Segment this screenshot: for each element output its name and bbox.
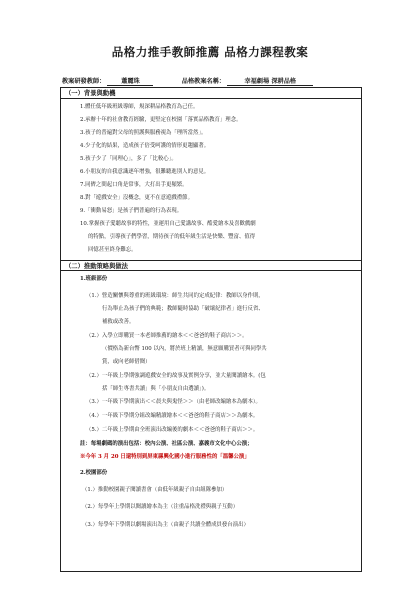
strategy-line: （4.）一年級下學期分組改編精讀繪本＜＜爸爸的鞋子商店＞＞為劇本。 <box>86 413 259 419</box>
plan-name-label: 品格教案名稱： <box>181 78 226 85</box>
strategy-line: 賞，或向老師借閱） <box>102 359 151 365</box>
background-item-cont: 回憶甚至終身難忘。 <box>88 247 137 253</box>
strategy-line: 補救或改善。 <box>102 319 135 325</box>
background-item: 7.同儕之間起口角是常事，大打出手更頻繁。 <box>80 182 188 188</box>
strategy-line: （2.）一年級上學期強調遊戲安全的故事及實例分享，並大量閱讀繪本。(包 <box>86 373 266 379</box>
background-item: 6.小朋友的自我意識逐年增強，很難聽進別人的意見。 <box>80 169 210 175</box>
background-item: 5.孩子少了「同理心」，多了「比較心」。 <box>80 156 177 162</box>
special-performance-note: ※今年 3 月 20 日還特別到屏東縣興化國小進行服務性的「溫馨公演」 <box>80 454 250 460</box>
background-item-cont: 的特點，引導孩子們學習，期待孩子的低年級生活是快樂、豐富、值得 <box>88 234 256 240</box>
campus-item: （3.）每學年下學期以劇場演出為主（由親子共讀全體成員發台演出） <box>82 522 249 528</box>
meta-row <box>62 76 362 86</box>
strategy-line: （3.）一年級下學期演出＜＜晨夫與鬼怪＞＞（由老師改編繪本為劇本）。 <box>86 399 261 405</box>
subheading-campus: 2.校園部份 <box>80 470 108 476</box>
lesson-table <box>60 87 362 572</box>
background-item: 10.掌握孩子愛聽故事的特性，並運用自己愛講故事、酷愛繪本及喜歡戲劇 <box>80 221 256 227</box>
strategy-line: （5.）二年級上學期由全班演出改編後的劇本＜＜爸爸的鞋子商店＞＞。 <box>86 427 259 433</box>
section-heading-background: （一）背景與動機 <box>61 88 361 99</box>
plan-name: 幸福劇場 深耕品格 <box>227 76 313 86</box>
strategy-line: 括「師生專書共讀」與「小朋友自由選讀」)。 <box>102 386 210 392</box>
strategy-line: （2.）入學立即購買一本老師推薦的繪本＜＜爸爸的鞋子商店＞＞。 <box>86 333 248 339</box>
designer-label: 教案研發教師： <box>62 78 106 85</box>
background-item: 8.對「遊戲安全」沒概念，更不在意遊戲禮節。 <box>80 195 193 201</box>
campus-item: （1.）推動校園親子閱讀書會（由低年級親子自由組隊參加） <box>82 487 228 493</box>
campus-item: （2.）每學年上學期以閱讀繪本為主（注重品格洗禮與親子互動） <box>82 504 239 510</box>
background-item: 1.體任低年級班級導師，規深耕品格教育為己任。 <box>80 104 199 110</box>
performance-note: 註：每場劇碼的演出包括：校內公演、社區公演、嘉義市文化中心公演； <box>80 441 253 447</box>
subheading-class: 1.班級部份 <box>80 276 108 282</box>
document-title: 品格力推手教師推薦 品格力課程教案 <box>111 45 309 59</box>
strategy-line: （1.）營造關懷與尊重的班級環境：師生共同約定成紀律：教師以身作則， <box>86 293 264 299</box>
background-item: 3.孩子的普遍對父母的照護與服務視為「理所當然」。 <box>80 130 207 136</box>
background-item: 4.少子化的結果，造成孩子倍受呵護的情形更趨顯著。 <box>80 143 210 149</box>
strategy-line: 行為舉止為孩子們的典範；教師隨時協助「破壞紀律者」進行反省、 <box>102 306 264 312</box>
designer-name: 蕭麗珠 <box>107 76 153 86</box>
strategy-line: （價格為新台幣 100 以內，將於班上精讀，無意願購買者可與同學共 <box>102 346 267 352</box>
background-item: 9.「衝動易怒」是孩子們普遍的行為表現。 <box>80 208 183 214</box>
background-item: 2.承辦十年的社會教育經驗，更堅定在校園「落實品格教育」理念。 <box>80 117 242 123</box>
section-heading-strategy: （二）推動策略與做法 <box>61 260 361 271</box>
